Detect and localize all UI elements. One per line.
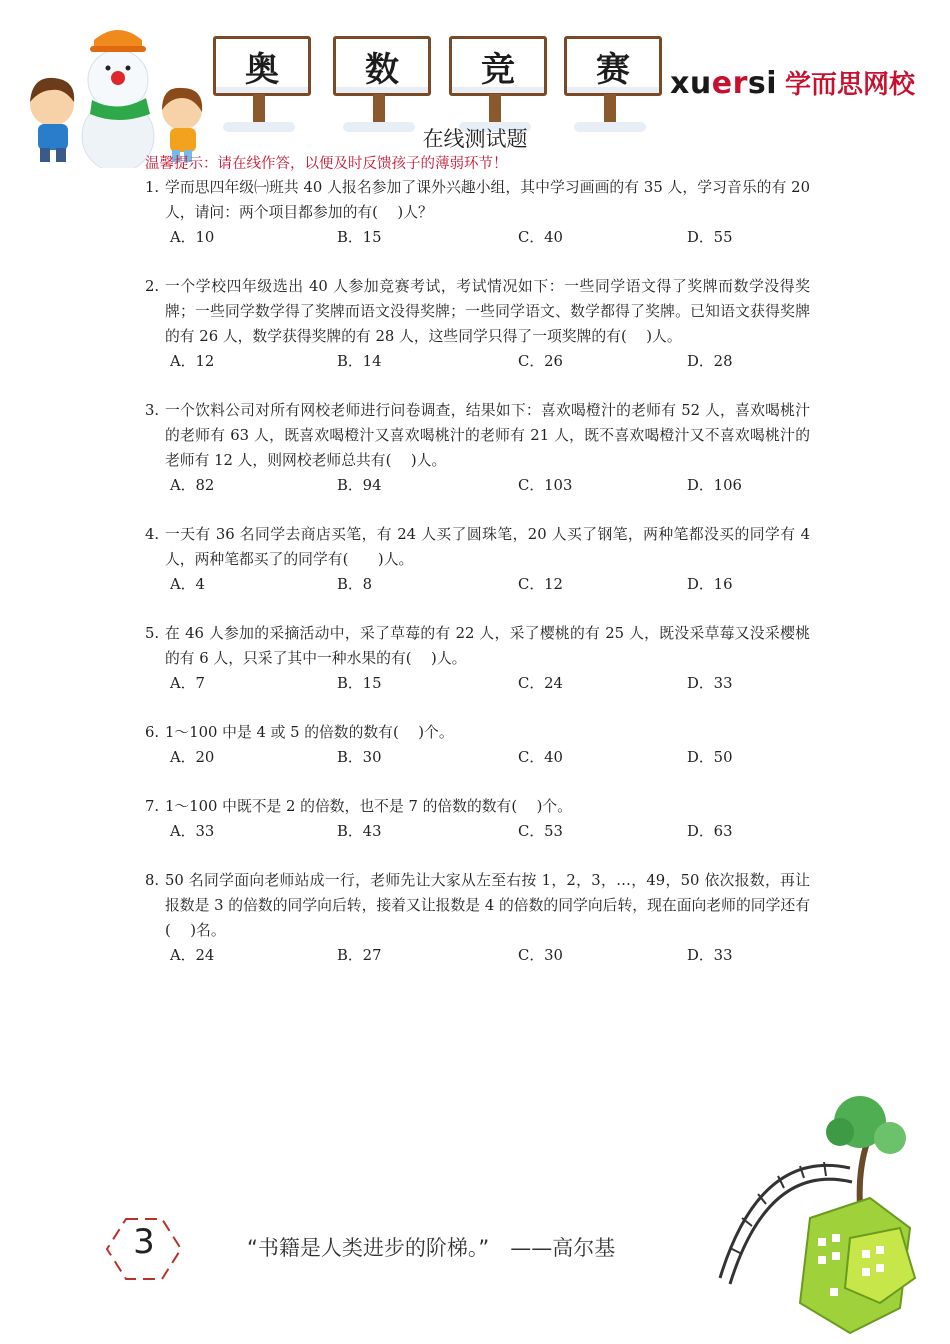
option-c[interactable]: C．24	[518, 675, 563, 692]
signboard-2	[333, 36, 429, 132]
question-number: 2.	[145, 278, 160, 295]
page-number: 3	[133, 1222, 155, 1262]
option-a[interactable]: A．7	[170, 675, 205, 692]
question-text: 学而思四年级㈠班共 40 人报名参加了课外兴趣小组，其中学习画画的有 35 人，学习音乐的有 20 人，请问：两个项目都参加的有( )人？	[165, 179, 810, 221]
option-b[interactable]: B．8	[337, 576, 373, 593]
brand-logo	[670, 64, 915, 101]
option-b[interactable]: B．43	[337, 823, 382, 840]
option-b[interactable]: B．30	[337, 749, 382, 766]
question-text: 一个学校四年级选出 40 人参加竞赛考试，考试情况如下：一些同学语文得了奖牌而数学没得奖牌；一些同学数学得了奖牌而语文没得奖牌；一些同学语文、数学都得了奖牌。已知语文获得奖牌的有 26 人，数学获得奖牌的有 28 人，这些同学只得了一项奖牌的有( )人。	[165, 278, 810, 345]
option-c[interactable]: C．40	[518, 229, 563, 246]
brand-english: xuersi	[670, 66, 778, 101]
option-d[interactable]: D．33	[687, 947, 733, 964]
option-a[interactable]: A．4	[170, 576, 205, 593]
question-text: 1～100 中既不是 2 的倍数，也不是 7 的倍数的数有( )个。	[165, 798, 572, 815]
option-d[interactable]: D．55	[687, 229, 733, 246]
question-text: 1～100 中是 4 或 5 的倍数的数有( )个。	[165, 724, 454, 741]
question-text: 在 46 人参加的采摘活动中，采了草莓的有 22 人，采了樱桃的有 25 人，既没采草莓又没采樱桃的有 6 人，只采了其中一种水果的有( )人。	[165, 625, 810, 667]
question-number: 8.	[145, 872, 160, 889]
question-1	[145, 175, 810, 250]
question-text: 一天有 36 名同学去商店买笔，有 24 人买了圆珠笔，20 人买了钢笔，两种笔都没买的同学有 4 人，两种笔都买了的同学有( )人。	[165, 526, 810, 568]
option-d[interactable]: D．50	[687, 749, 733, 766]
option-a[interactable]: A．12	[170, 353, 215, 370]
option-c[interactable]: C．30	[518, 947, 563, 964]
question-number: 7.	[145, 798, 160, 815]
option-d[interactable]: D．16	[687, 576, 733, 593]
option-a[interactable]: A．20	[170, 749, 215, 766]
question-2	[145, 274, 810, 374]
signboard-1-char: 奥	[213, 36, 311, 96]
tip-text: 温馨提示：请在线作答，以便及时反馈孩子的薄弱环节！	[145, 156, 508, 172]
question-6	[145, 720, 810, 770]
question-5	[145, 621, 810, 696]
question-list	[145, 175, 810, 992]
option-d[interactable]: D．28	[687, 353, 733, 370]
option-d[interactable]: D．33	[687, 675, 733, 692]
question-text: 一个饮料公司对所有网校老师进行问卷调查，结果如下：喜欢喝橙汁的老师有 52 人，喜欢喝桃汁的老师有 63 人，既喜欢喝橙汁又喜欢喝桃汁的老师有 21 人，既不喜欢喝橙汁又不喜欢喝桃汁的老师有 12 人，则网校老师总共有( )人。	[165, 402, 810, 469]
option-c[interactable]: C．53	[518, 823, 563, 840]
question-3	[145, 398, 810, 498]
question-7	[145, 794, 810, 844]
option-a[interactable]: A．33	[170, 823, 215, 840]
question-number: 5.	[145, 625, 160, 642]
page-title: 在线测试题	[422, 127, 528, 151]
signboard-3	[449, 36, 545, 132]
question-number: 3.	[145, 402, 160, 419]
question-number: 4.	[145, 526, 160, 543]
question-number: 1.	[145, 179, 160, 196]
option-b[interactable]: B．14	[337, 353, 382, 370]
option-b[interactable]: B．27	[337, 947, 382, 964]
option-a[interactable]: A．24	[170, 947, 215, 964]
question-4	[145, 522, 810, 597]
question-number: 6.	[145, 724, 160, 741]
option-d[interactable]: D．106	[687, 477, 742, 494]
option-a[interactable]: A．82	[170, 477, 215, 494]
signboard-3-char: 竞	[449, 36, 547, 96]
signboard-1	[213, 36, 309, 132]
signboard-4	[564, 36, 660, 132]
brand-chinese: 学而思网校	[785, 70, 916, 100]
question-text: 50 名同学面向老师站成一行，老师先让大家从左至右按 1，2，3，…，49，50 依次报数，再让报数是 3 的倍数的同学向后转，接着又让报数是 4 的倍数的同学向后转，现在面向老师的同学还有( )名。	[165, 872, 810, 939]
option-b[interactable]: B．15	[337, 229, 382, 246]
tree-bridge-illustration	[700, 1088, 945, 1338]
option-b[interactable]: B．15	[337, 675, 382, 692]
footer-quote: “书籍是人类进步的阶梯。” ——高尔基	[247, 1236, 616, 1260]
signboard-4-char: 赛	[564, 36, 662, 96]
signboard-2-char: 数	[333, 36, 431, 96]
option-d[interactable]: D．63	[687, 823, 733, 840]
option-c[interactable]: C．26	[518, 353, 563, 370]
question-8	[145, 868, 810, 968]
option-c[interactable]: C．103	[518, 477, 573, 494]
option-b[interactable]: B．94	[337, 477, 382, 494]
option-c[interactable]: C．40	[518, 749, 563, 766]
option-c[interactable]: C．12	[518, 576, 563, 593]
option-a[interactable]: A．10	[170, 229, 215, 246]
